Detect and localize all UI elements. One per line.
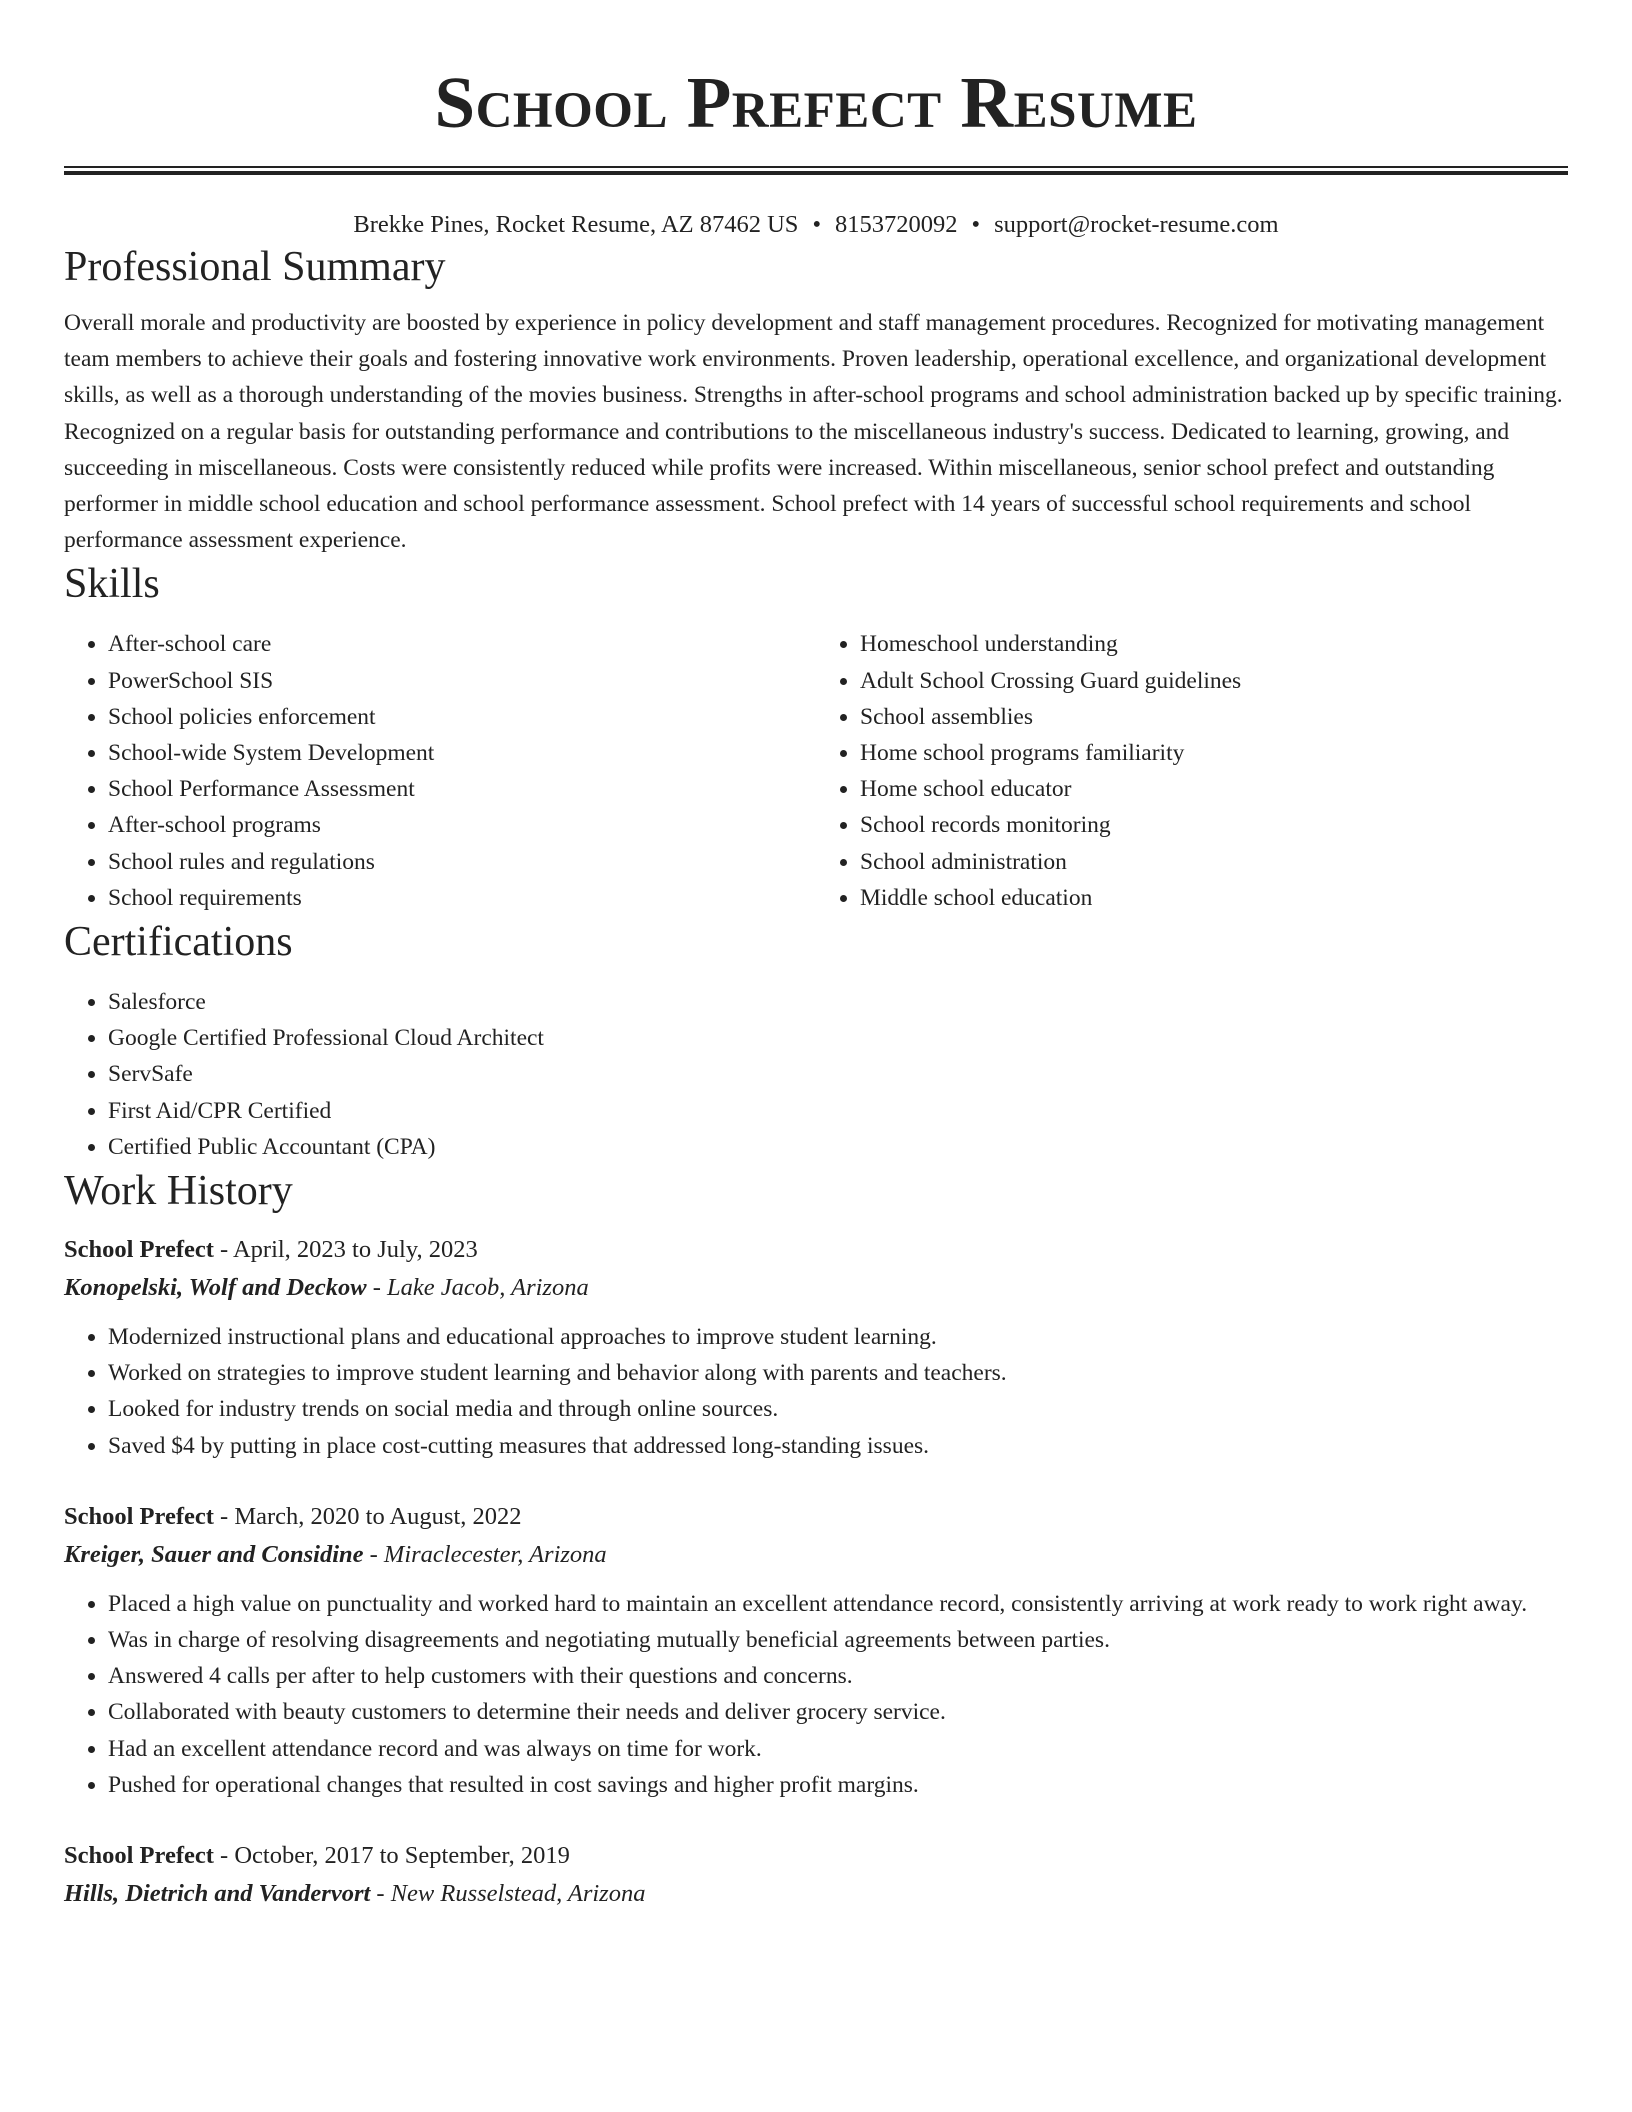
skill-item: • Home school educator	[860, 771, 1568, 807]
job-bullets	[64, 1319, 1568, 1464]
job-bullets	[64, 1586, 1568, 1803]
job-dates: - October, 2017 to September, 2019	[213, 1842, 570, 1870]
skill-item: • School records monitoring	[860, 807, 1568, 843]
skill-item: • School administration	[860, 844, 1568, 880]
job-bullet: • Saved $4 by putting in place cost-cutting measures that addressed long-standing issues.	[108, 1428, 1568, 1464]
job-title: School Prefect	[64, 1502, 214, 1530]
job-title-line	[64, 1498, 1568, 1536]
skill-item: • PowerSchool SIS	[108, 663, 816, 699]
job-bullet: • Was in charge of resolving disagreements and negotiating mutually beneficial agreements between parties.	[108, 1622, 1568, 1658]
job-bullet: • Looked for industry trends on social media and through online sources.	[108, 1391, 1568, 1427]
company-location: - Lake Jacob, Arizona	[366, 1274, 589, 1302]
certification-item: • ServSafe	[108, 1056, 1568, 1092]
company-name: Kreiger, Sauer and Considine	[64, 1540, 364, 1568]
skill-item: • After-school care	[108, 626, 816, 662]
contact-separator: •	[812, 211, 822, 238]
job-bullet: • Answered 4 calls per after to help customers with their questions and concerns.	[108, 1658, 1568, 1694]
job-bullet: • Worked on strategies to improve student learning and behavior along with parents and teachers.	[108, 1355, 1568, 1391]
company-line	[64, 1269, 1568, 1307]
company-location: - New Russelstead, Arizona	[370, 1880, 646, 1908]
certification-item: • Salesforce	[108, 984, 1568, 1020]
job-bullet: • Pushed for operational changes that resulted in cost savings and higher profit margins.	[108, 1767, 1568, 1803]
job-entry	[64, 1231, 1568, 1464]
job-entry	[64, 1498, 1568, 1803]
job-title-line	[64, 1231, 1568, 1269]
job-bullet: • Modernized instructional plans and educational approaches to improve student learning.	[108, 1319, 1568, 1355]
company-line	[64, 1875, 1568, 1913]
job-bullet: • Had an excellent attendance record and was always on time for work.	[108, 1731, 1568, 1767]
certifications-list	[64, 984, 1568, 1165]
contact-line	[64, 209, 1568, 241]
skill-item: • After-school programs	[108, 807, 816, 843]
job-entry	[64, 1837, 1568, 1913]
skill-item: • School Performance Assessment	[108, 771, 816, 807]
skills-list-right	[816, 626, 1568, 916]
skill-item: • School assemblies	[860, 699, 1568, 735]
job-title-line	[64, 1837, 1568, 1875]
work-history-heading: Work History	[64, 1168, 293, 1215]
job-dates: - April, 2023 to July, 2023	[213, 1236, 478, 1264]
contact-address: Brekke Pines, Rocket Resume, AZ 87462 US	[353, 211, 799, 238]
skill-item: • Middle school education	[860, 880, 1568, 916]
company-name: Konopelski, Wolf and Deckow	[64, 1274, 367, 1302]
skills-columns	[64, 626, 1568, 916]
resume-title: School Prefect Resume	[434, 62, 1198, 143]
certification-item: • Google Certified Professional Cloud Architect	[108, 1020, 1568, 1056]
certification-item: • Certified Public Accountant (CPA)	[108, 1129, 1568, 1165]
skills-list-left	[64, 626, 816, 916]
job-title: School Prefect	[64, 1842, 214, 1870]
skill-item: • School requirements	[108, 880, 816, 916]
summary-heading: Professional Summary	[64, 244, 446, 290]
job-title: School Prefect	[64, 1236, 214, 1264]
contact-phone: 8153720092	[835, 211, 958, 238]
skill-item: • School-wide System Development	[108, 735, 816, 771]
job-dates: - March, 2020 to August, 2022	[213, 1502, 522, 1530]
certification-item: • First Aid/CPR Certified	[108, 1093, 1568, 1129]
skill-item: • Homeschool understanding	[860, 626, 1568, 662]
skill-item: • School rules and regulations	[108, 844, 816, 880]
contact-separator: •	[971, 211, 981, 238]
skill-item: • Adult School Crossing Guard guidelines	[860, 663, 1568, 699]
contact-email: support@rocket-resume.com	[994, 211, 1279, 238]
summary-text: Overall morale and productivity are boosted by experience in policy development and staff management procedures. Recognized for motivating management team members to achieve their goals and fostering innovative work environments. Proven leadership, operational excellence, and organizational development skills, as well as a thorough understanding of the movies business. Strengths in after-school programs and school administration backed up by specific training. Recognized on a regular basis for outstanding performance and contributions to the miscellaneous industry's success. Dedicated to learning, growing, and succeeding in miscellaneous. Costs were consistently reduced while profits were increased. Within miscellaneous, senior school prefect and outstanding performer in middle school education and school performance assessment. School prefect with 14 years of successful school requirements and school performance assessment experience.	[64, 310, 1563, 554]
job-bullet: • Placed a high value on punctuality and worked hard to maintain an excellent attendance record, consistently arriving at work ready to work right away.	[108, 1586, 1568, 1622]
skills-heading: Skills	[64, 561, 160, 608]
company-name: Hills, Dietrich and Vandervort	[64, 1880, 371, 1908]
skill-item: • Home school programs familiarity	[860, 735, 1568, 771]
certifications-heading: Certifications	[64, 919, 293, 966]
company-line	[64, 1536, 1568, 1574]
job-bullet: • Collaborated with beauty customers to determine their needs and deliver grocery service.	[108, 1694, 1568, 1730]
skill-item: • School policies enforcement	[108, 699, 816, 735]
company-location: - Miraclecester, Arizona	[363, 1540, 607, 1568]
title-divider	[64, 166, 1568, 175]
